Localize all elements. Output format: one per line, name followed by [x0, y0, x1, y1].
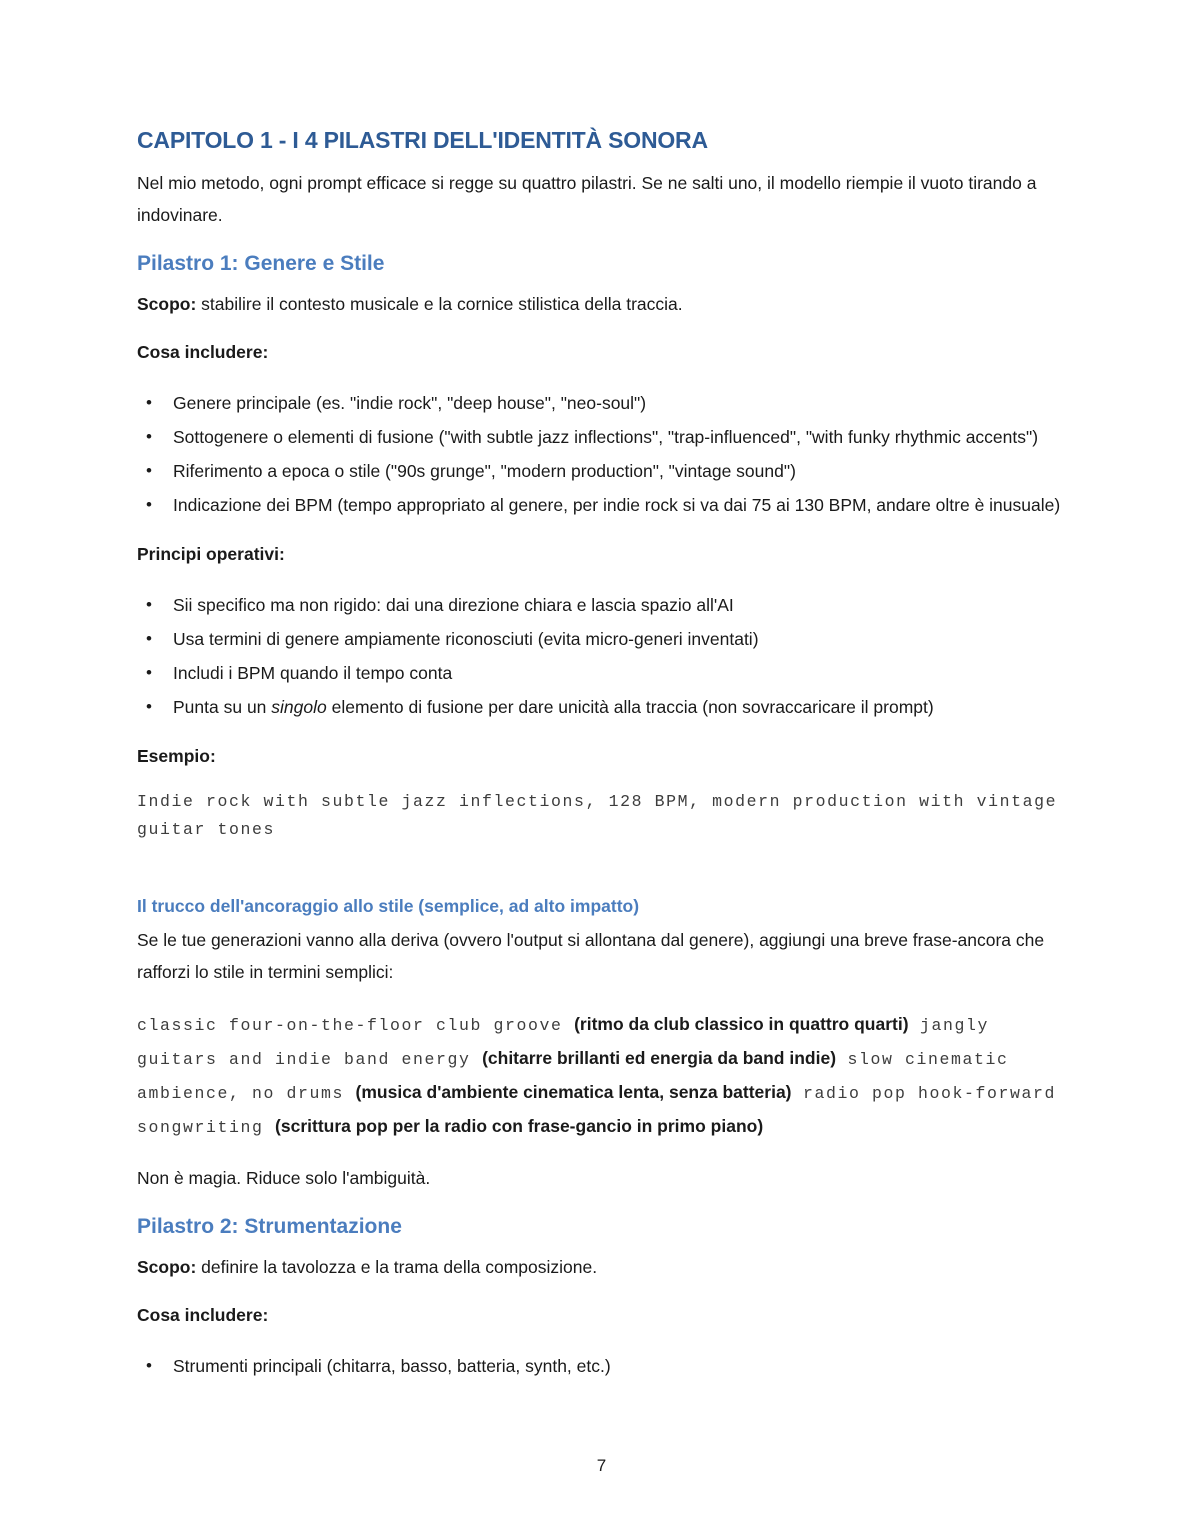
scopo-label: Scopo: [137, 1257, 197, 1277]
translation-text: (chitarre brillanti ed energia da band indie) [482, 1048, 837, 1068]
code-phrase: classic four-on-the-floor club groove [137, 1016, 575, 1035]
code-phrase: radio pop hook-forward songwriting [137, 1084, 1057, 1137]
pilastro2-heading: Pilastro 2: Strumentazione [137, 1215, 402, 1238]
list-item-text: elemento di fusione per dare unicità alla traccia (non sovraccaricare il prompt) [326, 697, 934, 717]
scopo-label: Scopo: [137, 294, 197, 314]
cosa-includere-label: Cosa includere: [137, 1305, 269, 1325]
list-item: • Genere principale (es. "indie rock", "deep house", "neo-soul") [137, 388, 1065, 418]
esempio-code-block: Indie rock with subtle jazz inflections, 128 BPM, modern production with vintage guitar tones [137, 792, 1058, 839]
chapter-title: CAPITOLO 1 - I 4 PILASTRI DELL'IDENTITÀ SONORA [137, 127, 708, 153]
trucco-heading: Il trucco dell'ancoraggio allo stile (semplice, ad alto impatto) [137, 896, 640, 916]
list-item: • Includi i BPM quando il tempo conta [137, 658, 1065, 688]
translation-text: (scrittura pop per la radio con frase-gancio in primo piano) [275, 1116, 764, 1136]
list-item: • Sottogenere o elementi di fusione ("with subtle jazz inflections", "trap-influenced", "with funky rhythmic accents") [137, 422, 1065, 452]
page-number: 7 [596, 1456, 607, 1475]
pilastro2-scopo [137, 1251, 1065, 1283]
list-item: • Sii specifico ma non rigido: dai una direzione chiara e lascia spazio all'AI [137, 590, 1065, 620]
list-item-italic-text: singolo [271, 697, 327, 717]
code-phrase: jangly guitars and indie band energy [137, 1016, 990, 1069]
translation-text: (ritmo da club classico in quattro quarti) [574, 1014, 909, 1034]
esempio-label: Esempio: [137, 746, 216, 766]
pilastro1-scopo [137, 288, 1065, 320]
list-item: • Indicazione dei BPM (tempo appropriato al genere, per indie rock si va dai 75 ai 130 BPM, andare oltre è inusuale) [137, 490, 1065, 520]
code-phrase: slow cinematic ambience, no drums [137, 1050, 1009, 1103]
list-item: • Usa termini di genere ampiamente riconosciuti (evita micro-generi inventati) [137, 624, 1065, 654]
trucco-intro-paragraph: Se le tue generazioni vanno alla deriva (ovvero l'output si allontana dal genere), aggiungi una breve frase-ancora che rafforzi lo stile in termini semplici: [137, 930, 1045, 982]
list-item [137, 692, 1065, 722]
document-content [137, 126, 1065, 1399]
principi-operativi-label: Principi operativi: [137, 544, 285, 564]
cosa-includere-label: Cosa includere: [137, 342, 269, 362]
list-item: • Strumenti principali (chitarra, basso, batteria, synth, etc.) [137, 1351, 1065, 1381]
strumenti-list [137, 1351, 1065, 1381]
principi-operativi-list [137, 590, 1065, 722]
scopo-text: definire la tavolozza e la trama della composizione. [196, 1257, 598, 1277]
pilastro1-heading: Pilastro 1: Genere e Stile [137, 252, 385, 275]
translation-text: (musica d'ambiente cinematica lenta, senza batteria) [355, 1082, 792, 1102]
scopo-text: stabilire il contesto musicale e la cornice stilistica della traccia. [196, 294, 683, 314]
chapter-intro-paragraph: Nel mio metodo, ogni prompt efficace si regge su quattro pilastri. Se ne salti uno, il modello riempie il vuoto tirando a indovinare. [137, 173, 1037, 225]
list-item: • Riferimento a epoca o stile ("90s grunge", "modern production", "vintage sound") [137, 456, 1065, 486]
cosa-includere-list [137, 388, 1065, 520]
trucco-examples-paragraph [137, 1008, 1065, 1144]
trucco-outro: Non è magia. Riduce solo l'ambiguità. [137, 1168, 431, 1188]
list-item-text: Punta su un [173, 697, 272, 717]
